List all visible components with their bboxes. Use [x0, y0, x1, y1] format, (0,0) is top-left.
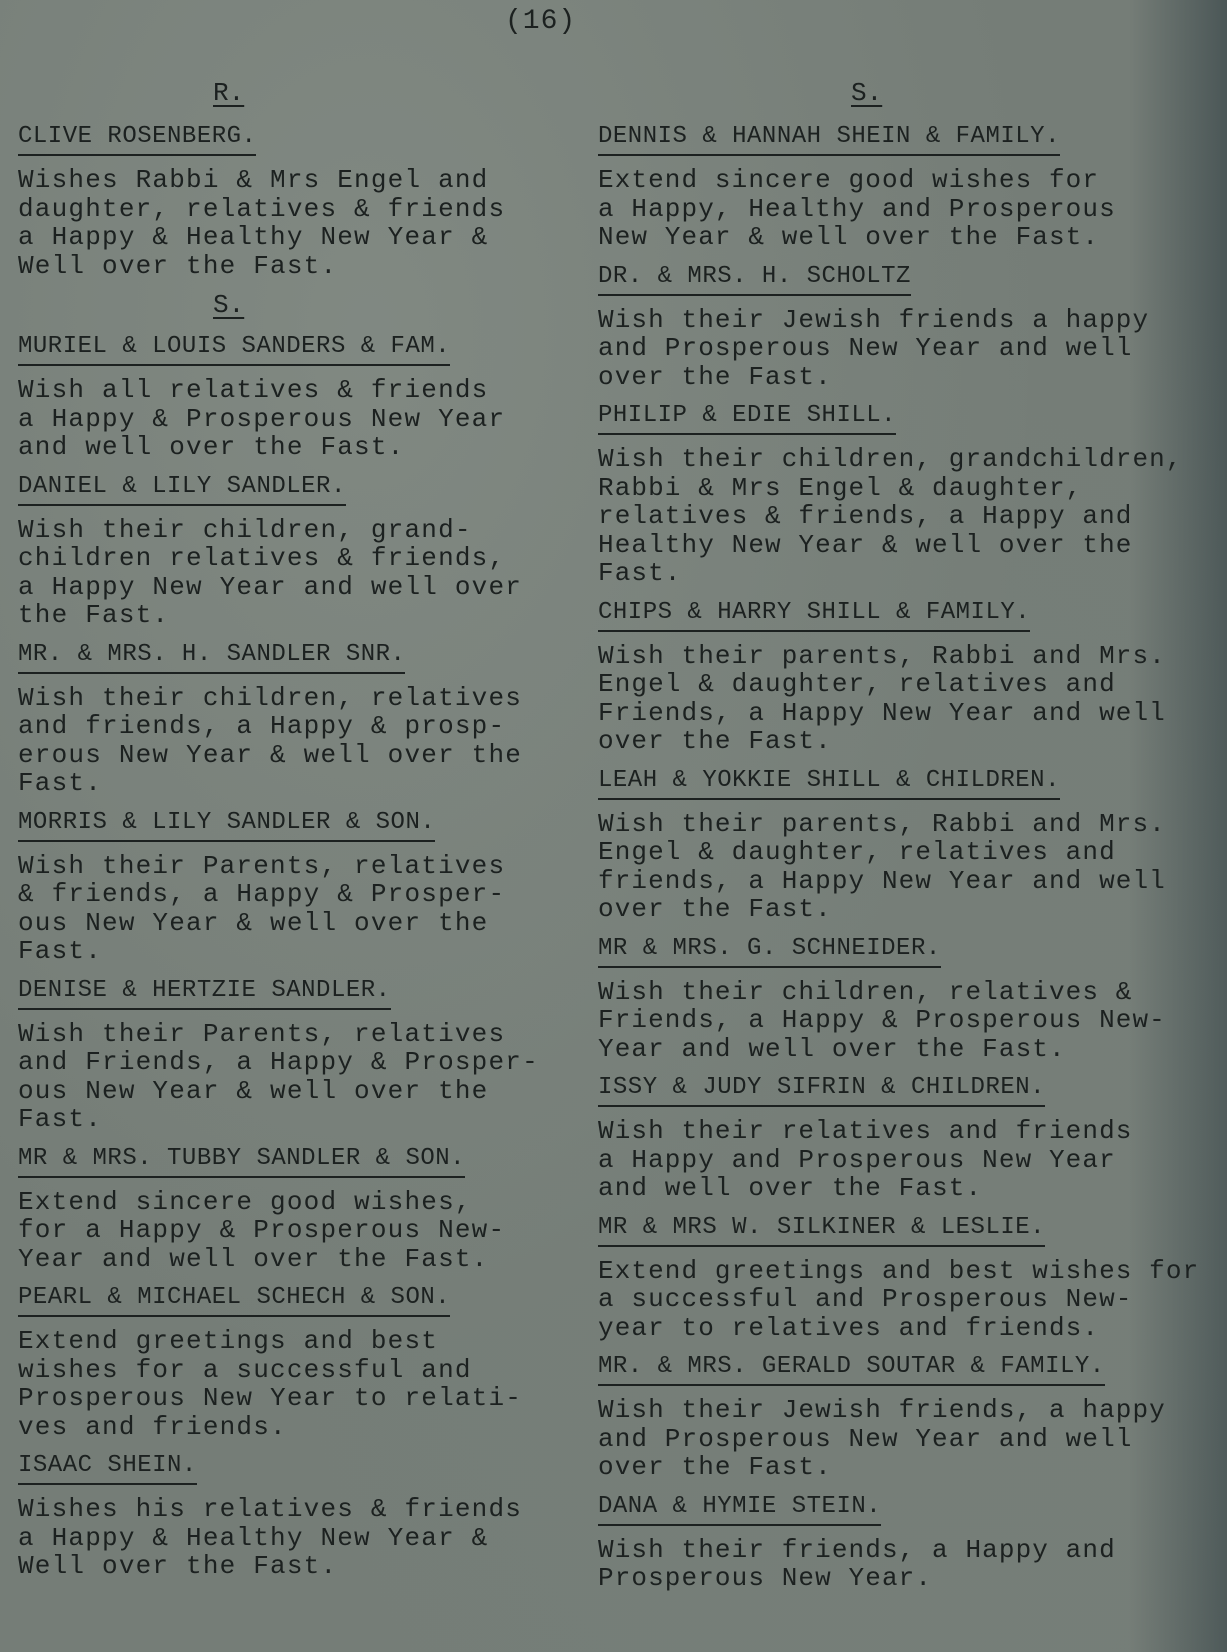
- greeting-entry: [598, 1492, 1210, 1593]
- entry-name: ISAAC SHEIN.: [18, 1451, 197, 1485]
- greeting-entry: [598, 122, 1210, 252]
- entry-name: CLIVE ROSENBERG.: [18, 122, 256, 156]
- entry-message: Extend greetings and best wishes for a successful and Prosperous New- year to relatives and friends.: [598, 1255, 1200, 1343]
- entry-message: Wish their relatives and friends a Happy and Prosperous New Year and well over the Fast.: [598, 1116, 1133, 1203]
- entry-name: CHIPS & HARRY SHILL & FAMILY.: [598, 598, 1030, 632]
- entry-name: MR. & MRS. GERALD SOUTAR & FAMILY.: [598, 1352, 1105, 1386]
- greeting-entry: [598, 401, 1210, 588]
- section-heading-s: S.: [213, 290, 245, 320]
- left-column: [18, 78, 578, 1591]
- greeting-entry: [18, 640, 578, 798]
- greeting-entry: [598, 1352, 1210, 1482]
- entry-message: Wish their children, grandchildren, Rabbi & Mrs Engel & daughter, relatives & friends, a Happy and Healthy New Year & well over the Fast.: [598, 444, 1183, 588]
- greeting-entry: [18, 1451, 578, 1581]
- entry-name: MR & MRS W. SILKINER & LESLIE.: [598, 1213, 1045, 1247]
- greeting-entry: [18, 332, 578, 462]
- entry-message: Wish their Parents, relatives & friends, a Happy & Prosper- ous New Year & well over the Fast.: [18, 850, 506, 966]
- greeting-entry: [598, 262, 1210, 392]
- entry-message: Wish their Jewish friends a happy and Prosperous New Year and well over the Fast.: [598, 304, 1150, 392]
- entry-name: MR & MRS. G. SCHNEIDER.: [598, 934, 941, 968]
- greeting-entry: [598, 766, 1210, 924]
- right-column: [598, 78, 1210, 1603]
- entry-message: Wishes Rabbi & Mrs Engel and daughter, relatives & friends a Happy & Healthy New Year & Well over the Fast.: [18, 165, 506, 281]
- entry-message: Wish their children, grand- children relatives & friends, a Happy New Year and well over the Fast.: [18, 514, 523, 630]
- entry-message: Extend sincere good wishes, for a Happy & Prosperous New- Year and well over the Fast.: [18, 1186, 506, 1274]
- section-heading-s: S.: [851, 78, 883, 108]
- greeting-entry: [18, 808, 578, 966]
- entry-name: ISSY & JUDY SIFRIN & CHILDREN.: [598, 1073, 1045, 1107]
- greeting-entry: [18, 1283, 578, 1441]
- entry-name: DANIEL & LILY SANDLER.: [18, 472, 346, 506]
- greeting-entry: [598, 598, 1210, 756]
- entry-message: Wish their parents, Rabbi and Mrs. Engel & daughter, relatives and Friends, a Happy New Year and well over the Fast.: [598, 640, 1166, 756]
- entry-name: DENISE & HERTZIE SANDLER.: [18, 976, 391, 1010]
- entry-message: Extend sincere good wishes for a Happy, Healthy and Prosperous New Year & well over the Fast.: [598, 165, 1116, 252]
- entry-name: MORRIS & LILY SANDLER & SON.: [18, 808, 435, 842]
- entry-name: DR. & MRS. H. SCHOLTZ: [598, 262, 911, 296]
- entry-name: PHILIP & EDIE SHILL.: [598, 401, 896, 435]
- entry-message: Wish their children, relatives & Friends, a Happy & Prosperous New- Year and well over the Fast.: [598, 976, 1166, 1064]
- greeting-entry: [598, 1213, 1210, 1343]
- entry-message: Wish their parents, Rabbi and Mrs. Engel & daughter, relatives and friends, a Happy New Year and well over the Fast.: [598, 808, 1166, 924]
- greeting-entry: [598, 1073, 1210, 1203]
- entry-message: Wish all relatives & friends a Happy & Prosperous New Year and well over the Fast.: [18, 375, 506, 462]
- entry-name: MR. & MRS. H. SANDLER SNR.: [18, 640, 405, 674]
- greeting-entry: [598, 934, 1210, 1064]
- entry-name: DANA & HYMIE STEIN.: [598, 1492, 881, 1526]
- entry-message: Extend greetings and best wishes for a successful and Prosperous New Year to relati- ves and friends.: [18, 1326, 523, 1442]
- entry-message: Wish their Jewish friends, a happy and Prosperous New Year and well over the Fast.: [598, 1395, 1166, 1482]
- greeting-entry: [18, 976, 578, 1134]
- greeting-entry: [18, 122, 578, 280]
- section-heading-r: R.: [213, 78, 245, 108]
- entry-name: DENNIS & HANNAH SHEIN & FAMILY.: [598, 122, 1060, 156]
- entry-name: MURIEL & LOUIS SANDERS & FAM.: [18, 332, 450, 366]
- entry-name: PEARL & MICHAEL SCHECH & SON.: [18, 1283, 450, 1317]
- greeting-entry: [18, 1144, 578, 1274]
- entry-message: Wishes his relatives & friends a Happy & Healthy New Year & Well over the Fast.: [18, 1494, 523, 1581]
- greeting-entry: [18, 472, 578, 630]
- entry-name: LEAH & YOKKIE SHILL & CHILDREN.: [598, 766, 1060, 800]
- entry-message: Wish their Parents, relatives and Friends, a Happy & Prosper- ous New Year & well over the Fast.: [18, 1018, 539, 1134]
- entry-name: MR & MRS. TUBBY SANDLER & SON.: [18, 1144, 465, 1178]
- entry-message: Wish their children, relatives and friends, a Happy & prosp- erous New Year & well over the Fast.: [18, 682, 523, 798]
- entry-message: Wish their friends, a Happy and Prosperous New Year.: [598, 1534, 1116, 1593]
- page-number: (16): [505, 6, 577, 37]
